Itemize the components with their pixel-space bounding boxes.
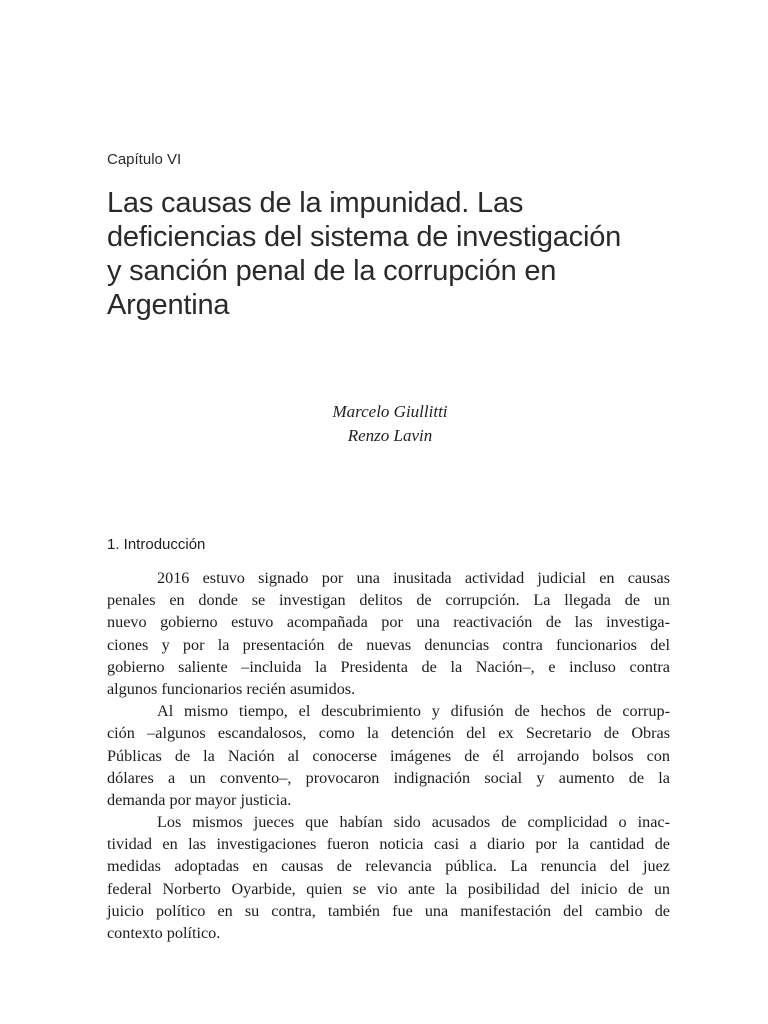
author-name: Renzo Lavin [347, 426, 433, 445]
paragraph-line: juicio político en su contra, también fue una manifestación del cambio de [107, 901, 670, 920]
paragraph-line: nuevo gobierno estuvo acompañada por una reactivación de las investiga- [107, 613, 670, 632]
paragraph-line: 2016 estuvo signado por una inusitada actividad judicial en causas [157, 569, 670, 587]
chapter-title [107, 186, 707, 322]
paragraph-line: dólares a un convento–, provocaron indignación social y aumento de la [107, 768, 670, 787]
paragraph-line: gobierno saliente –incluida la Presidenta de la Nación–, e incluso contra [107, 657, 670, 676]
paragraph-line: ción –algunos escandalosos, como la detención del ex Secretario de Obras [107, 724, 670, 743]
paragraph-line: Al mismo tiempo, el descubrimiento y difusión de hechos de corrup- [157, 702, 670, 721]
chapter-title-line: Las causas de la impunidad. Las [107, 187, 524, 219]
paragraph-line: federal Norberto Oyarbide, quien se vio ante la posibilidad del inicio de un [107, 879, 670, 898]
paragraph-line: tividad en las investigaciones fueron noticia casi a diario por la cantidad de [107, 835, 670, 854]
paragraph-line: medidas adoptadas en causas de relevancia pública. La renuncia del juez [107, 857, 670, 876]
paragraph-line: Públicas de la Nación al conocerse imágenes de él arrojando bolsos con [107, 746, 670, 765]
paragraph-line: contexto político. [107, 924, 221, 942]
section-heading: 1. Introducción [107, 536, 206, 553]
author-name: Marcelo Giullitti [332, 402, 448, 421]
paragraph-line: demanda por mayor justicia. [107, 790, 292, 809]
paragraph-line: Los mismos jueces que habían sido acusados de complicidad o inac- [157, 813, 670, 832]
chapter-label: Capítulo VI [107, 151, 182, 168]
paragraph-line: penales en donde se investigan delitos de corrupción. La llegada de un [107, 591, 670, 610]
chapter-title-line: deficiencias del sistema de investigación [107, 221, 622, 253]
paragraph-line: ciones y por la presentación de nuevas denuncias contra funcionarios del [107, 635, 670, 654]
chapter-title-line: y sanción penal de la corrupción en [107, 255, 557, 287]
section-body [107, 567, 670, 944]
chapter-title-line: Argentina [107, 289, 230, 321]
author-list [0, 400, 768, 448]
paragraph-line: algunos funcionarios recién asumidos. [107, 679, 356, 698]
